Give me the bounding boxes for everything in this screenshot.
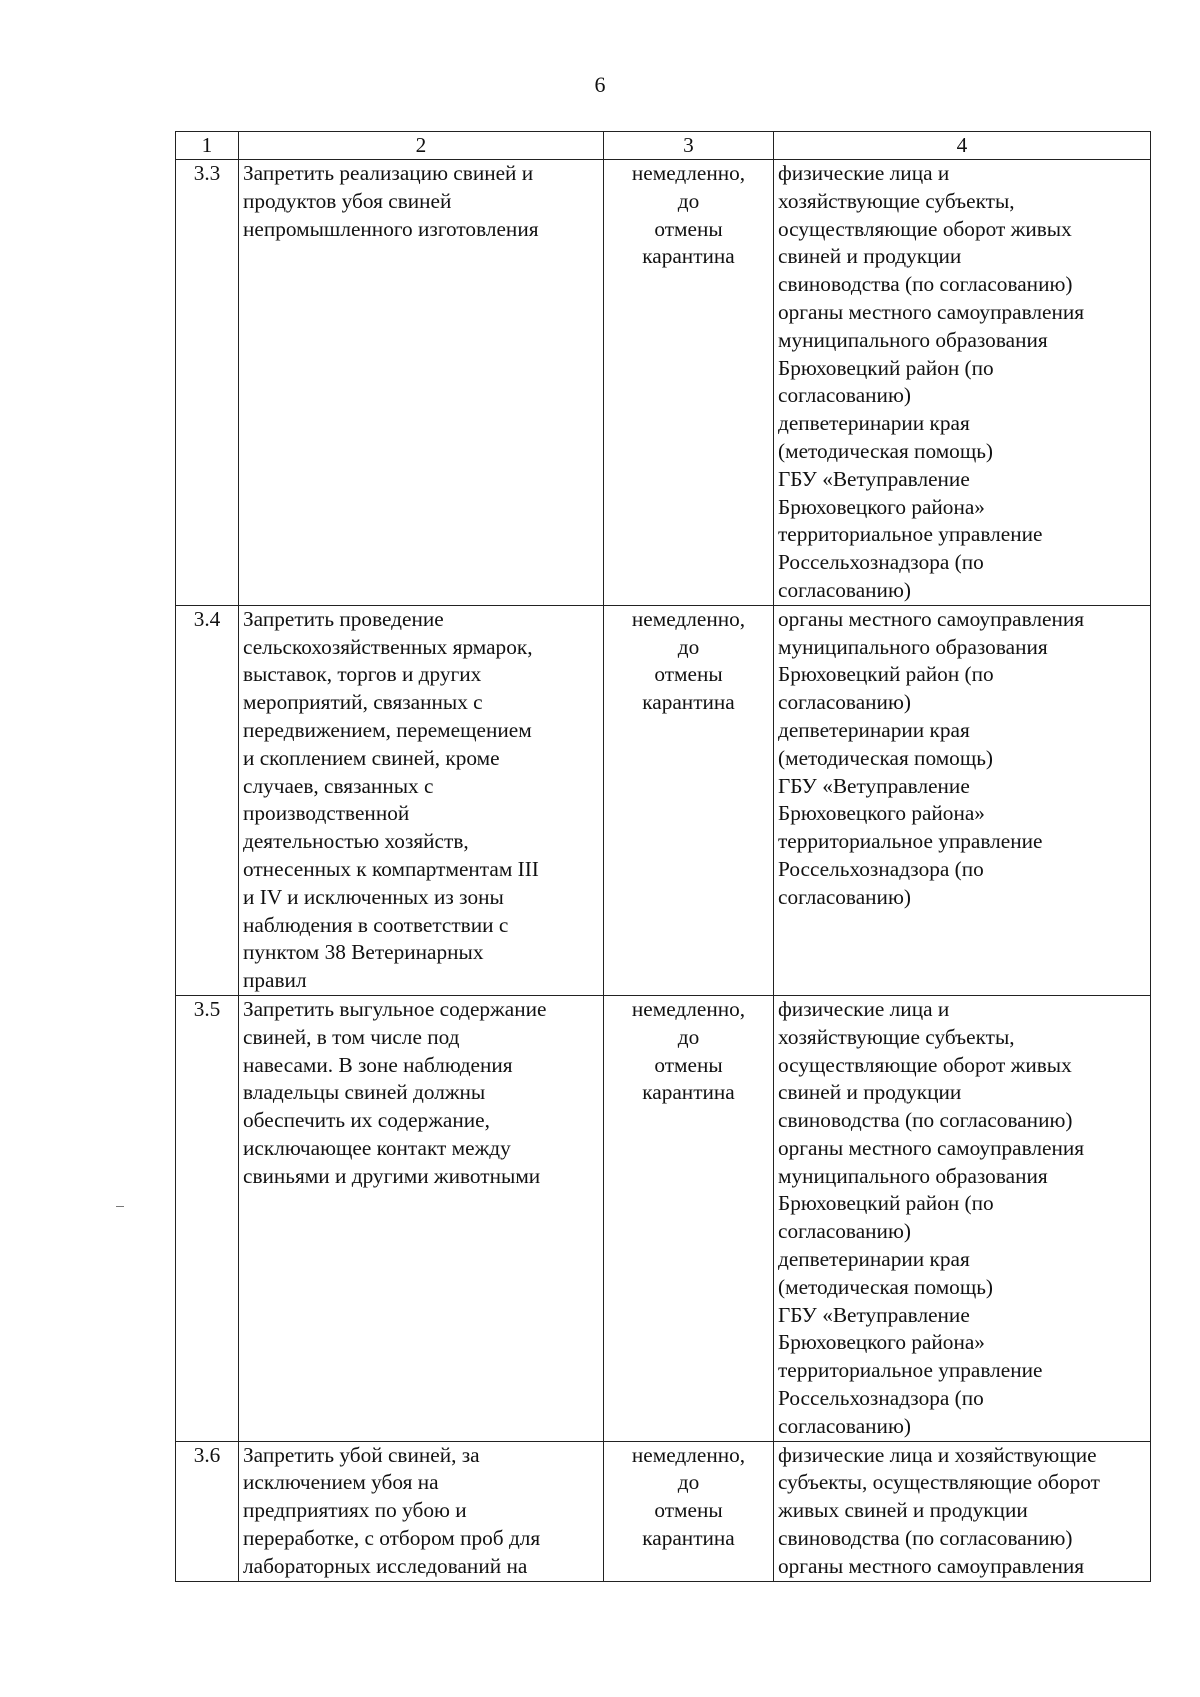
column-number-1: 1 xyxy=(176,132,239,160)
table-header-row xyxy=(176,132,1151,160)
item-responsible: физические лица и хозяйствующие субъекты, осуществляющие оборот живых свиней и продукции свиноводства (по согласованию) органы местного самоуправления муниципального образования Брюховецкий район (по согласованию) депветеринарии края (методическая помощь) ГБУ «Ветуправление Брюховецкого района» территориальное управление Россельхознадзора (по согласованию) xyxy=(774,160,1151,606)
item-responsible: физические лица и хозяйствующие субъекты, осуществляющие оборот живых свиней и продукции свиноводства (по согласованию) органы местного самоуправления xyxy=(774,1441,1151,1581)
item-number: 3.5 xyxy=(176,995,239,1441)
item-action: Запретить реализацию свиней и продуктов убоя свиней непромышленного изготовления xyxy=(239,160,604,606)
item-term: немедленно, до отмены карантина xyxy=(604,995,774,1441)
column-number-3: 3 xyxy=(604,132,774,160)
page-number: 6 xyxy=(594,72,606,97)
measures-table xyxy=(175,131,1151,1582)
table-row xyxy=(176,1441,1151,1581)
item-responsible: физические лица и хозяйствующие субъекты, осуществляющие оборот живых свиней и продукции свиноводства (по согласованию) органы местного самоуправления муниципального образования Брюховецкий район (по согласованию) депветеринарии края (методическая помощь) ГБУ «Ветуправление Брюховецкого района» территориальное управление Россельхознадзора (по согласованию) xyxy=(774,995,1151,1441)
item-action: Запретить выгульное содержание свиней, в том числе под навесами. В зоне наблюдения владельцы свиней должны обеспечить их содержание, исключающее контакт между свиньями и другими животными xyxy=(239,995,604,1441)
column-number-2: 2 xyxy=(239,132,604,160)
item-responsible: органы местного самоуправления муниципального образования Брюховецкий район (по согласованию) депветеринарии края (методическая помощь) ГБУ «Ветуправление Брюховецкого района» территориальное управление Россельхознадзора (по согласованию) xyxy=(774,605,1151,995)
table-row xyxy=(176,995,1151,1441)
column-number-4: 4 xyxy=(774,132,1151,160)
item-term: немедленно, до отмены карантина xyxy=(604,605,774,995)
item-action: Запретить убой свиней, за исключением убоя на предприятиях по убою и переработке, с отбором проб для лабораторных исследований на xyxy=(239,1441,604,1581)
item-term: немедленно, до отмены карантина xyxy=(604,1441,774,1581)
scan-margin-mark xyxy=(116,1206,124,1207)
item-number: 3.3 xyxy=(176,160,239,606)
item-term: немедленно, до отмены карантина xyxy=(604,160,774,606)
item-action: Запретить проведение сельскохозяйственных ярмарок, выставок, торгов и других мероприятий, связанных с передвижением, перемещением и скоплением свиней, кроме случаев, связанных с производственной деятельностью хозяйств, отнесенных к компартментам III и IV и исключенных из зоны наблюдения в соответствии с пунктом 38 Ветеринарных правил xyxy=(239,605,604,995)
item-number: 3.4 xyxy=(176,605,239,995)
item-number: 3.6 xyxy=(176,1441,239,1581)
table-row xyxy=(176,605,1151,995)
table-row xyxy=(176,160,1151,606)
